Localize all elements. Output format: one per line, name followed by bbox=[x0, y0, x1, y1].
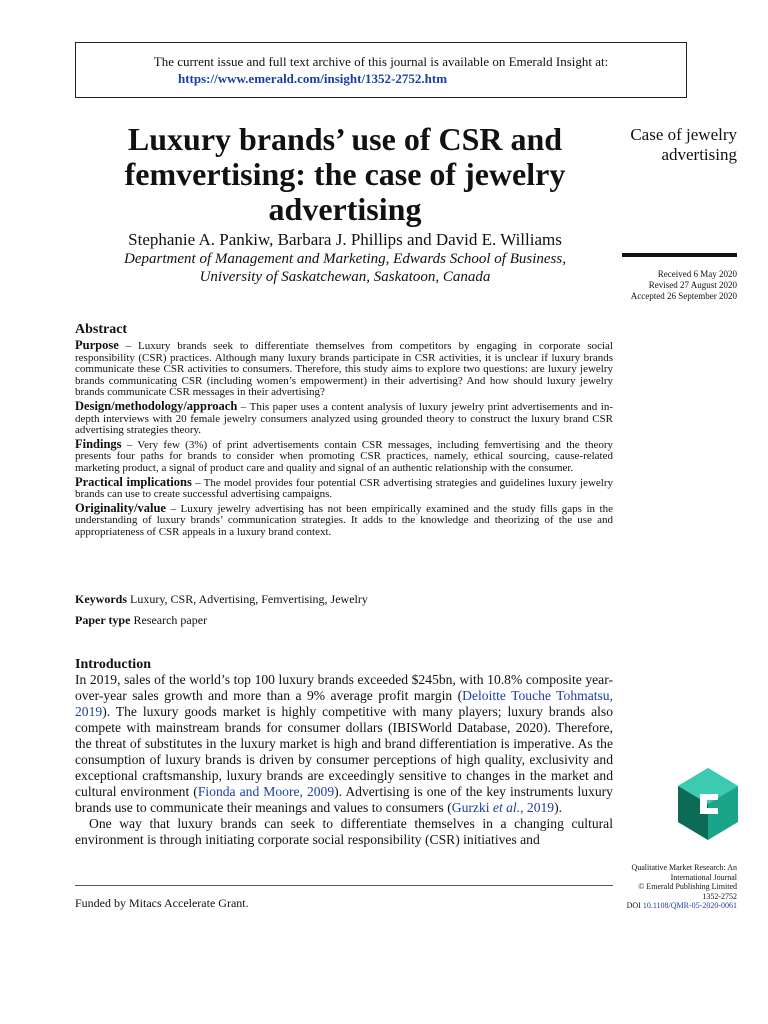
article-dates bbox=[605, 269, 737, 302]
citation-fionda-moore[interactable]: Fionda and Moore, 2009 bbox=[197, 784, 335, 799]
journal-name-line-2: International Journal bbox=[670, 872, 737, 882]
keywords-label: Keywords bbox=[75, 592, 127, 606]
citation-gurzki-author: Gurzki bbox=[451, 800, 493, 815]
affiliation-line-2: University of Saskatchewan, Saskatoon, Canada bbox=[199, 269, 491, 285]
introduction-heading: Introduction bbox=[75, 657, 151, 672]
sidebar-rule bbox=[622, 253, 737, 257]
purpose-label: Purpose bbox=[75, 338, 119, 352]
journal-info bbox=[605, 863, 737, 911]
journal-archive-link[interactable]: https://www.emerald.com/insight/1352-2752.htm bbox=[178, 71, 448, 86]
paper-type-text: Research paper bbox=[130, 613, 208, 627]
abstract-body bbox=[75, 340, 613, 541]
design-label: Design/methodology/approach bbox=[75, 398, 238, 413]
introduction-body bbox=[75, 672, 613, 848]
citation-gurzki[interactable] bbox=[452, 800, 554, 815]
abstract-practical bbox=[75, 474, 614, 501]
author-affiliation bbox=[70, 250, 620, 286]
purpose-text: – Luxury brands seek to differentiate themselves from competitors by engaging in corporate social responsibility (CSR) practices. Although many luxury brands participate in CSR activities, it is unclear if luxury brands communicate these CSR activities to consumers. Therefore, this study aims to explore two questions: are luxury jewelry brands communicating CSR (including women’s empowerment) in their advertising? And how should luxury jewelry brands communicate CSR messages in their advertising? bbox=[75, 340, 613, 399]
doi-link[interactable]: 10.1108/QMR-05-2020-0061 bbox=[642, 901, 737, 910]
publisher-copyright: © Emerald Publishing Limited bbox=[638, 882, 737, 891]
abstract-design bbox=[75, 398, 613, 437]
running-head: Case of jewelry advertising bbox=[630, 125, 737, 164]
journal-notice-text: The current issue and full text archive of this journal is available on Emerald Insight at: bbox=[153, 54, 609, 69]
citation-deloitte[interactable]: Deloitte Touche Tohmatsu, 2019 bbox=[75, 688, 613, 719]
accepted-date: Accepted 26 September 2020 bbox=[630, 291, 737, 301]
article-title: Luxury brands’ use of CSR and femvertising: the case of jewelry advertising bbox=[124, 121, 566, 227]
paper-type bbox=[75, 613, 613, 628]
doi-label: DOI bbox=[626, 901, 641, 910]
intro-text: In 2019, sales of the world’s top 100 luxury brands exceeded $245bn, with 10.8% composite year-over-year sales growth and more than a 9% average profit margin ( bbox=[75, 672, 613, 703]
intro-text: ). The luxury goods market is highly competitive with many players; luxury brands also compete with mainstream brands for consumer dollars (IBISWorld Database, 2020). Therefore, the threat of substitutes in the luxury market is high and brand differentiation is imperative. As the consumption of luxury brands is driven by consumer perceptions of high quality, exclusivity and exceptional craftsmanship, luxury brands are exceedingly sensitive to changes in the market and cultural environment ( bbox=[75, 704, 613, 799]
journal-notice-box bbox=[75, 42, 687, 98]
abstract-findings bbox=[75, 436, 613, 475]
intro-paragraph-1 bbox=[75, 672, 613, 816]
funding-note: Funded by Mitacs Accelerate Grant. bbox=[75, 896, 249, 910]
findings-text: – Very few (3%) of print advertisements contain CSR messages, including femvertising and the theory presents four paths for brands to consider when promoting CSR practices, namely, ethical sourcing, cause-related marketing product, a signal of product care and quality and signal of an authentic relationship with the consumer. bbox=[75, 438, 613, 474]
journal-name-line-1: Qualitative Market Research: An bbox=[631, 863, 737, 872]
intro-paragraph-2: One way that luxury brands can seek to differentiate themselves in a changing cultural environment is through initiating corporate social responsibility (CSR) initiatives and bbox=[75, 816, 613, 847]
findings-label: Findings bbox=[75, 436, 122, 451]
originality-label: Originality/value bbox=[75, 500, 166, 515]
emerald-logo-icon bbox=[678, 768, 738, 840]
received-date: Received 6 May 2020 bbox=[657, 269, 737, 279]
practical-label: Practical implications bbox=[75, 474, 192, 489]
intro-text: ). bbox=[554, 800, 563, 815]
intro-text: ). Advertising is one of the key instruments luxury brands use to communicate their meanings and values to consumers ( bbox=[75, 784, 613, 815]
abstract-originality bbox=[75, 500, 613, 539]
paper-type-label: Paper type bbox=[75, 613, 131, 627]
practical-text: – The model provides four potential CSR advertising strategies and guidelines luxury jewelry brands can use to create successful advertising campaigns. bbox=[75, 476, 614, 501]
originality-text: – Luxury jewelry advertising has not been empirically examined and the study fills gaps in the understanding of luxury brands’ communication strategies. It adds to the knowledge and theorizing of the use and appropriateness of CSR appeals in a luxury brand context. bbox=[75, 502, 613, 538]
abstract-purpose bbox=[75, 340, 613, 399]
abstract-heading: Abstract bbox=[75, 322, 128, 337]
citation-gurzki-etal: et al. bbox=[492, 800, 521, 815]
footnote-rule bbox=[75, 885, 613, 886]
article-authors: Stephanie A. Pankiw, Barbara J. Phillips and David E. Williams bbox=[128, 230, 562, 249]
design-text: – This paper uses a content analysis of luxury jewelry print advertisements and in-depth interviews with 20 female jewelry consumers analyzed using grounded theory to construct the luxury brand CSR advertising strategies theory. bbox=[75, 400, 613, 437]
doi-line bbox=[605, 901, 737, 911]
journal-issn: 1352-2752 bbox=[702, 891, 737, 901]
keywords-text: Luxury, CSR, Advertising, Femvertising, Jewelry bbox=[127, 592, 368, 606]
citation-gurzki-year: , 2019 bbox=[520, 800, 555, 815]
revised-date: Revised 27 August 2020 bbox=[648, 280, 737, 290]
affiliation-line-1: Department of Management and Marketing, Edwards School of Business, bbox=[124, 251, 566, 267]
keywords bbox=[75, 592, 613, 607]
